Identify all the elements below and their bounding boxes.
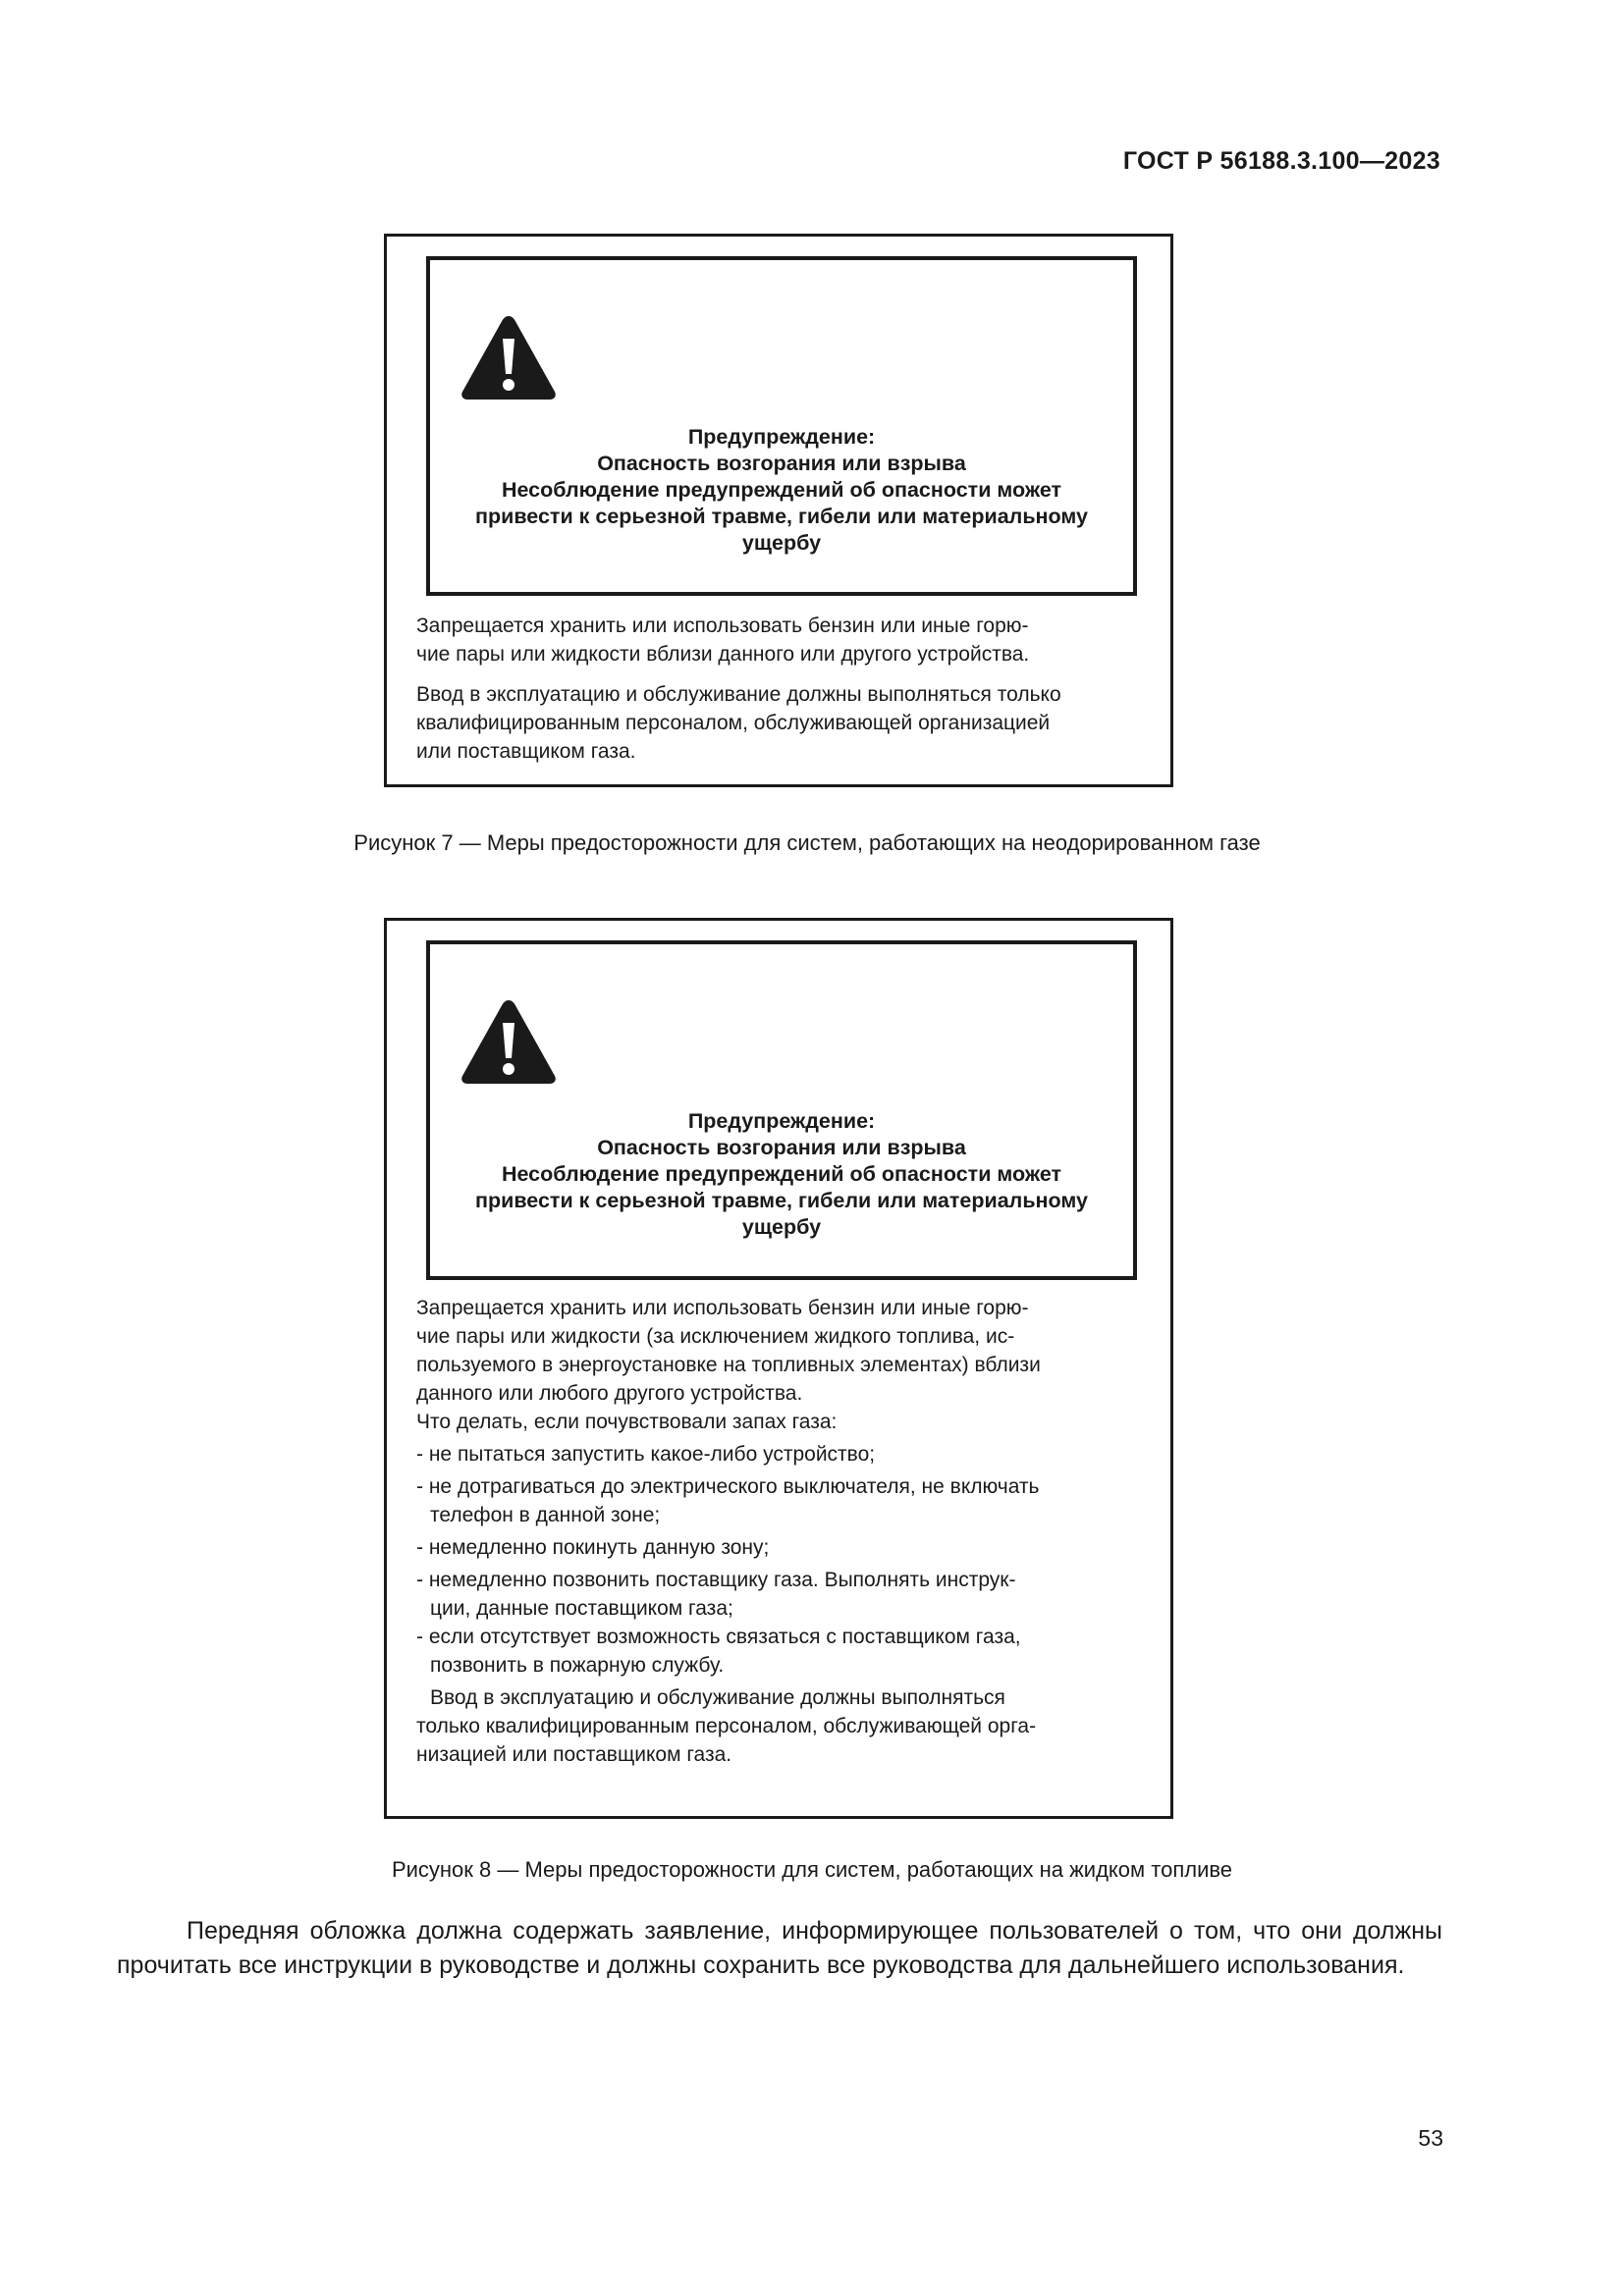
- figure-7-caption: Рисунок 7 — Меры предосторожности для систем, работающих на неодорированном газе: [353, 830, 1261, 855]
- document-id: ГОСТ Р 56188.3.100—2023: [1122, 147, 1440, 175]
- warning-line: Несоблюдение предупреждений об опасности может: [501, 478, 1062, 502]
- notice-list-item: ции, данные поставщиком газа;: [430, 1597, 733, 1620]
- warning-line: ущербу: [741, 1215, 822, 1239]
- warning-triangle-icon: [460, 313, 558, 401]
- warning-line: Опасность возгорания или взрыва: [597, 452, 966, 475]
- notice-list-item: - немедленно позвонить поставщику газа. Выполнять инструк-: [416, 1569, 1016, 1591]
- notice-line: Ввод в эксплуатацию и обслуживание должны выполняться только: [416, 683, 1061, 706]
- notice-list-item: - не пытаться запустить какое-либо устройство;: [416, 1443, 876, 1466]
- notice-text: [416, 612, 1143, 766]
- notice-list-item: телефон в данной зоне;: [430, 1504, 661, 1526]
- body-paragraph: Передняя обложка должна содержать заявление, информирующее пользователей о том, что они должны прочитать все инструкции в руководстве и должны сохранить все руководства для дальнейшего использования.: [117, 1917, 1442, 1979]
- notice-line: квалифицированным персоналом, обслуживающей организацией: [416, 712, 1051, 734]
- figure-7-frame: [384, 234, 1173, 787]
- notice-line: чие пары или жидкости вблизи данного или другого устройства.: [416, 643, 1030, 666]
- warning-text: [430, 424, 1133, 557]
- warning-line: привести к серьезной травме, гибели или материальному: [475, 505, 1088, 528]
- notice-list-item: - если отсутствует возможность связаться с поставщиком газа,: [416, 1626, 1021, 1648]
- notice-line: Запрещается хранить или использовать бензин или иные горю-: [416, 614, 1029, 637]
- notice-line: данного или любого другого устройства.: [416, 1382, 803, 1405]
- notice-line: только квалифицированным персоналом, обслуживающей орга-: [416, 1715, 1037, 1737]
- notice-text: [416, 1294, 1143, 1769]
- warning-line: Опасность возгорания или взрыва: [597, 1136, 966, 1159]
- warning-triangle-icon: [460, 997, 558, 1086]
- warning-box: [426, 940, 1137, 1280]
- warning-title: Предупреждение:: [687, 425, 876, 449]
- notice-line: или поставщиком газа.: [416, 740, 636, 763]
- warning-box: [426, 256, 1137, 596]
- notice-list-item: - немедленно покинуть данную зону;: [416, 1536, 770, 1559]
- notice-line: низацией или поставщиком газа.: [416, 1743, 732, 1766]
- warning-line: Несоблюдение предупреждений об опасности может: [501, 1162, 1062, 1186]
- notice-list-item: - не дотрагиваться до электрического выключателя, не включать: [416, 1475, 1040, 1498]
- figure-8-caption: Рисунок 8 — Меры предосторожности для систем, работающих на жидком топливе: [391, 1857, 1233, 1882]
- warning-line: ущербу: [741, 531, 822, 555]
- page-number: 53: [1418, 2125, 1443, 2151]
- warning-line: привести к серьезной травме, гибели или материальному: [475, 1189, 1088, 1212]
- notice-line: чие пары или жидкости (за исключением жидкого топлива, ис-: [416, 1325, 1015, 1348]
- notice-line: Запрещается хранить или использовать бензин или иные горю-: [416, 1297, 1029, 1319]
- notice-line: пользуемого в энергоустановке на топливных элементах) вблизи: [416, 1354, 1041, 1376]
- warning-title: Предупреждение:: [687, 1109, 876, 1133]
- notice-line: Ввод в эксплуатацию и обслуживание должны выполняться: [430, 1686, 1005, 1709]
- notice-list-item: позвонить в пожарную службу.: [430, 1654, 725, 1677]
- notice-line: Что делать, если почувствовали запах газа:: [416, 1411, 838, 1433]
- figure-8-frame: [384, 918, 1173, 1819]
- warning-text: [430, 1108, 1133, 1241]
